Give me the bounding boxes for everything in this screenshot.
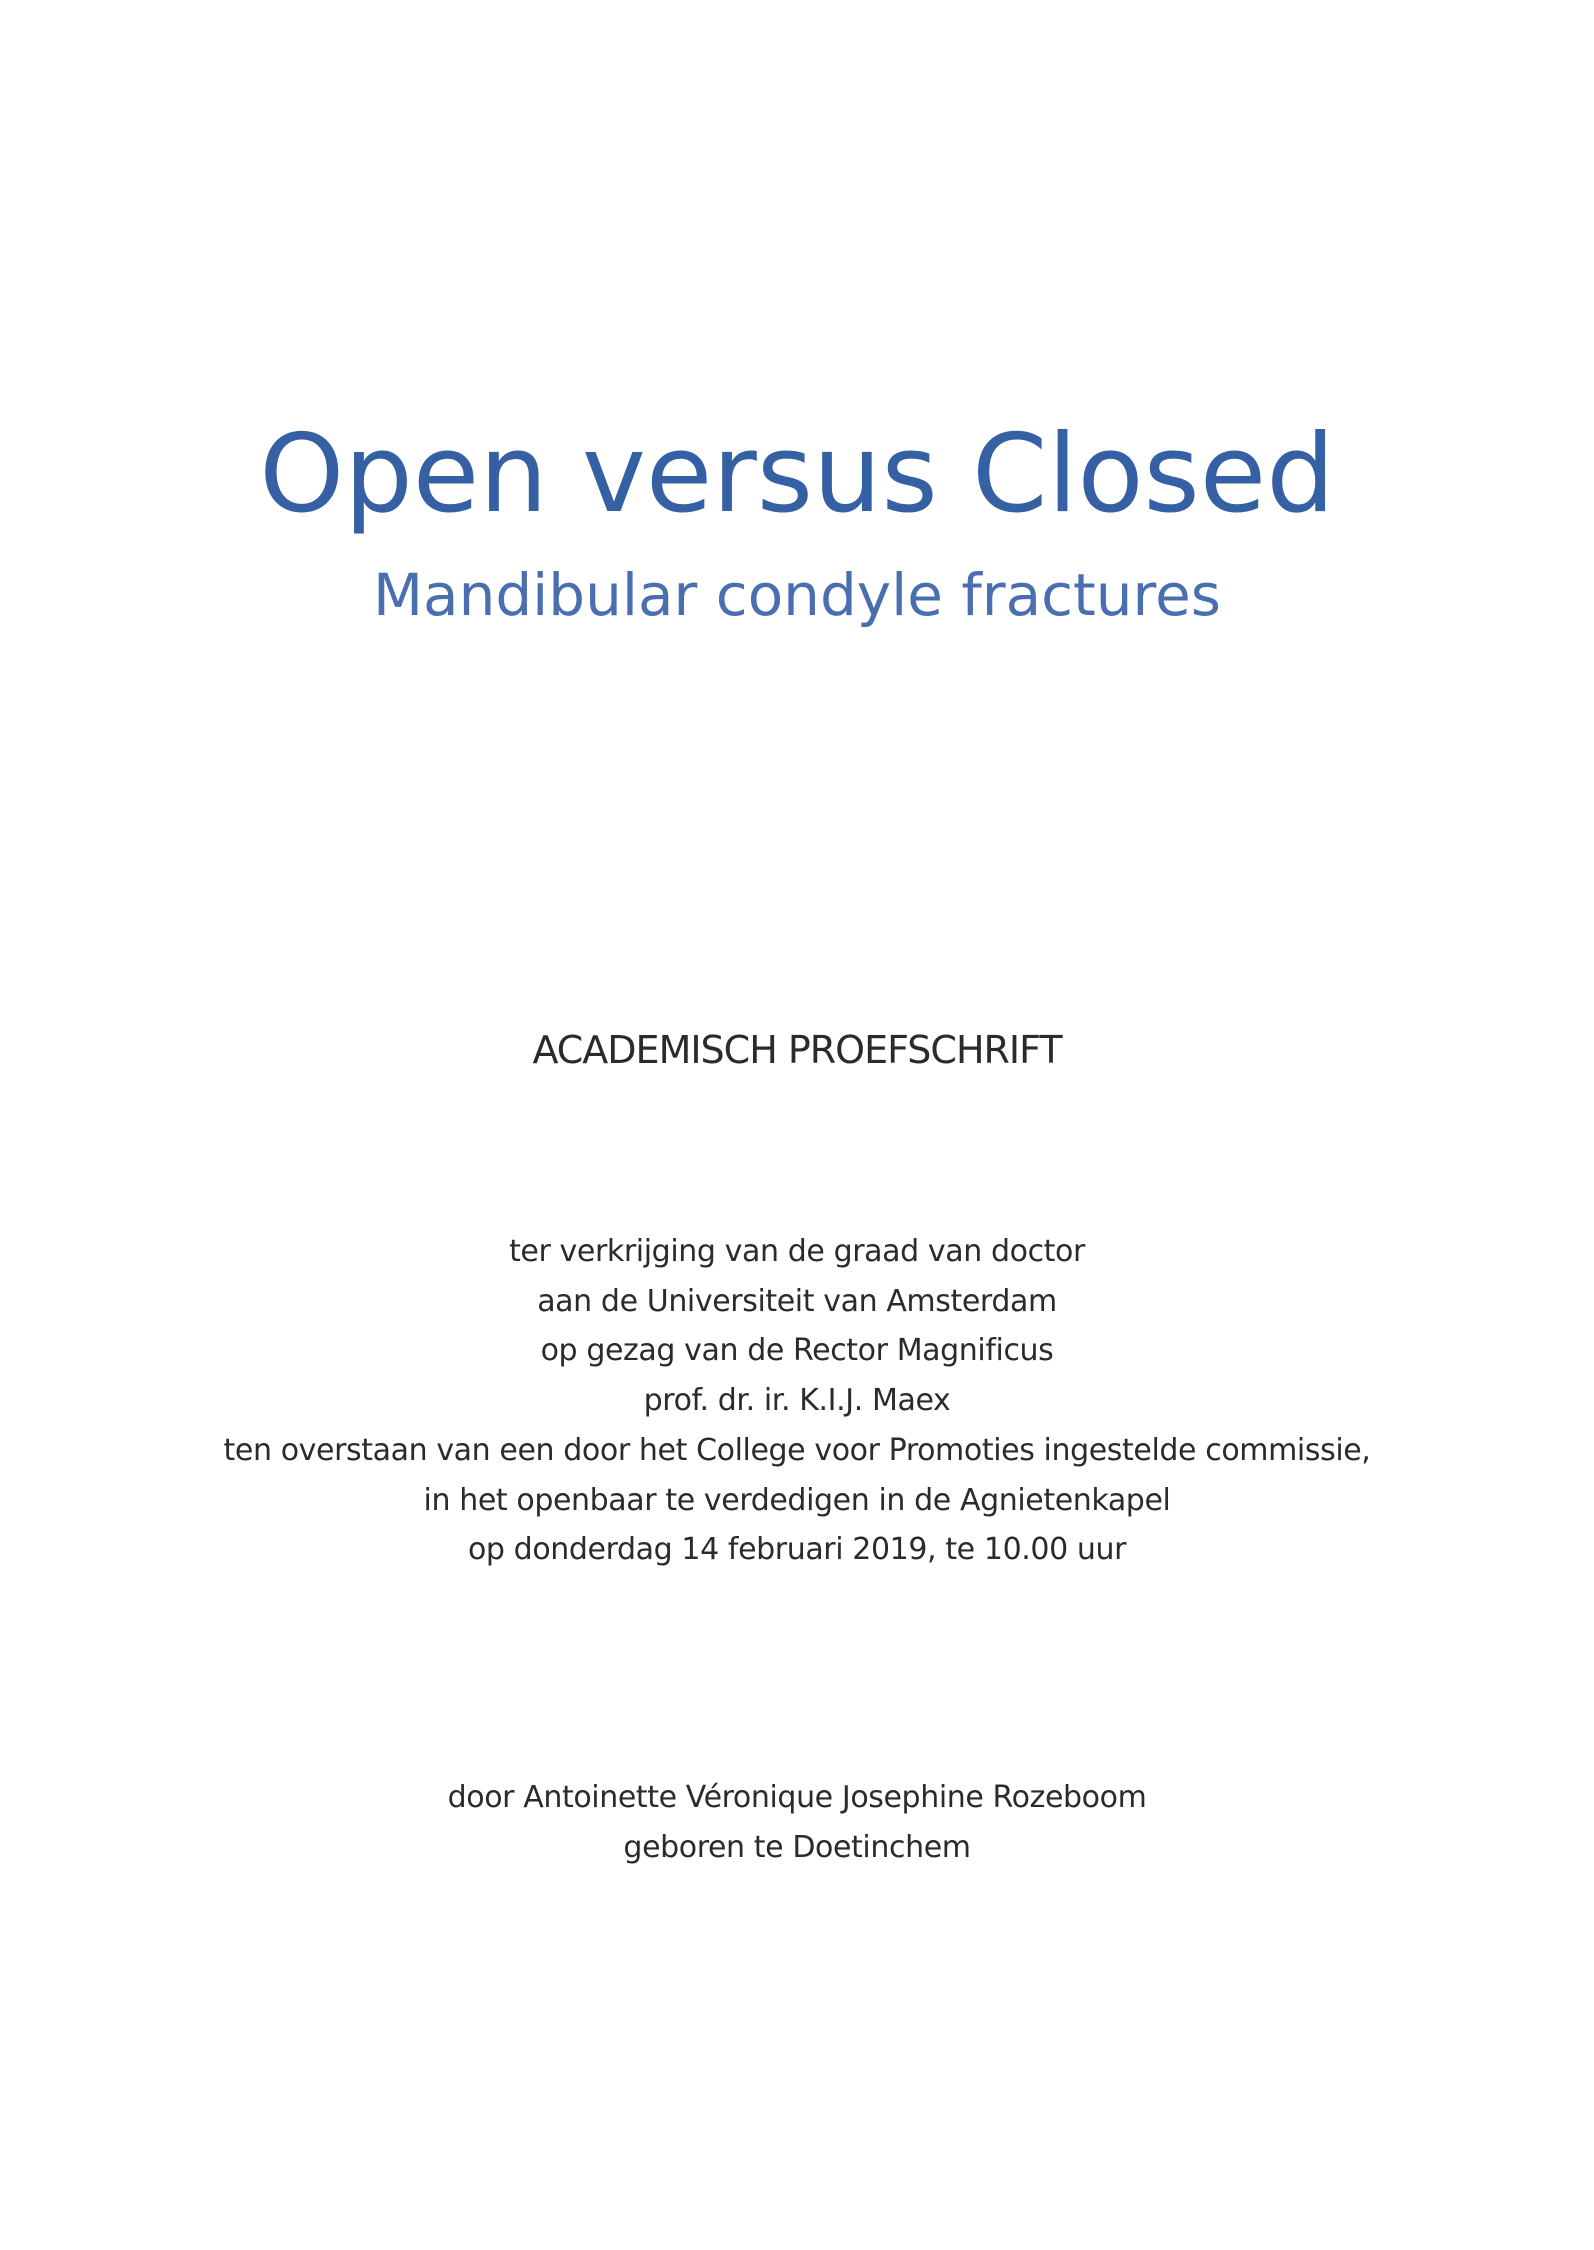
- ceremony-text: [0, 1227, 1594, 1575]
- author-name: door Antoinette Véronique Josephine Rozeboom: [447, 1780, 1147, 1815]
- author-block: [0, 1773, 1594, 1873]
- ceremony-line: aan de Universiteit van Amsterdam: [537, 1283, 1057, 1319]
- page-title: Open versus Closed: [259, 412, 1335, 537]
- ceremony-line: ter verkrijging van de graad van doctor: [509, 1234, 1085, 1269]
- degree-type-heading: ACADEMISCH PROEFSCHRIFT: [532, 1028, 1062, 1072]
- ceremony-line: in het openbaar te verdedigen in de Agnietenkapel: [423, 1482, 1171, 1518]
- ceremony-line: op gezag van de Rector Magnificus: [540, 1333, 1054, 1369]
- author-birthplace: geboren te Doetinchem: [623, 1830, 971, 1865]
- page-subtitle: Mandibular condyle fractures: [373, 561, 1221, 629]
- ceremony-line: prof. dr. ir. K.I.J. Maex: [643, 1383, 951, 1419]
- ceremony-line: op donderdag 14 februari 2019, te 10.00 uur: [467, 1532, 1127, 1568]
- ceremony-line: ten overstaan van een door het College voor Promoties ingestelde commissie,: [223, 1432, 1371, 1468]
